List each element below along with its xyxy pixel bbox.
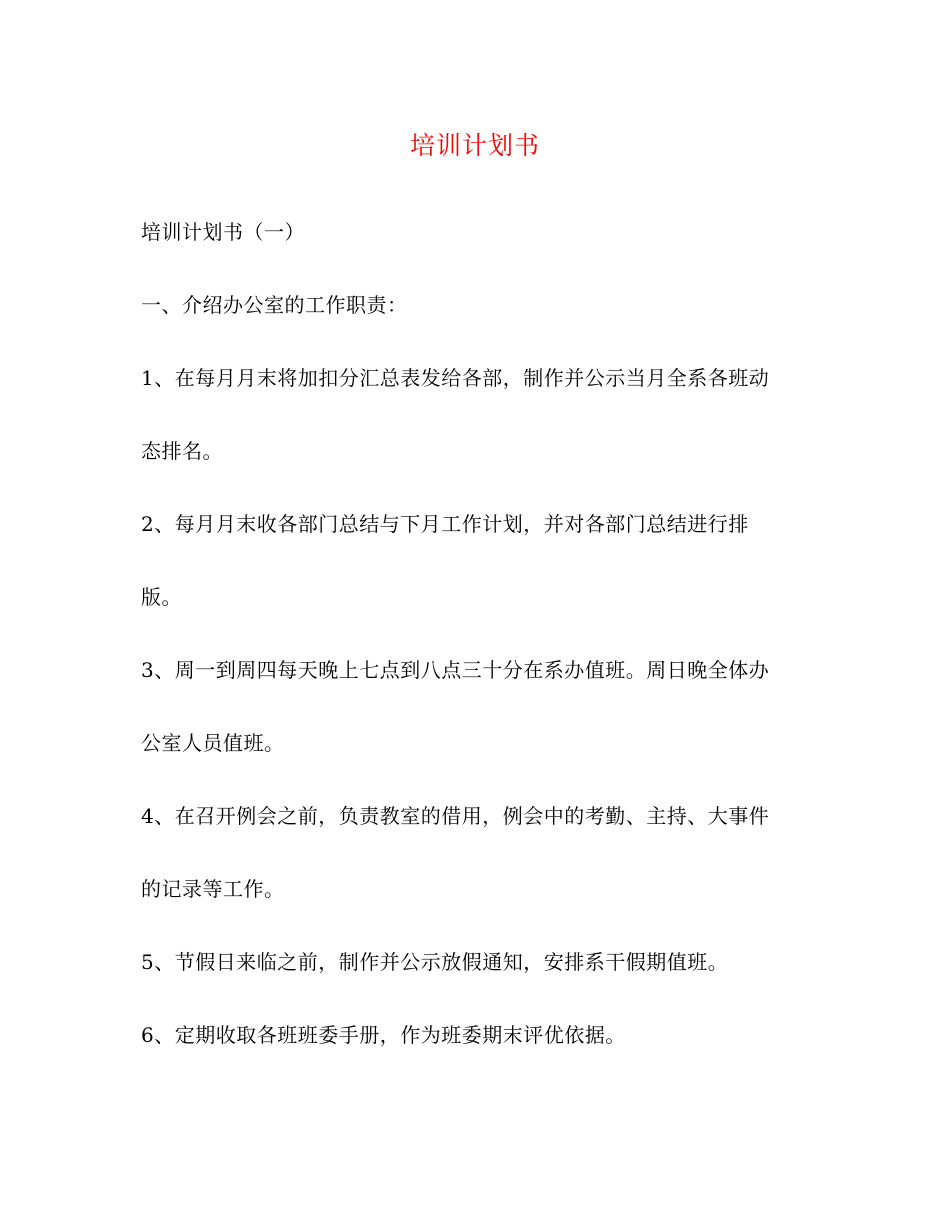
subtitle: 培训计划书（一）: [141, 220, 305, 244]
list-item-6: [141, 1017, 821, 1053]
list-item-line: 版。: [141, 585, 182, 609]
list-item-line: 5、节假日来临之前，制作并公示放假通知，安排系干假期值班。: [141, 950, 729, 974]
document-title: 培训计划书: [409, 131, 540, 160]
list-item-line: 态排名。: [141, 439, 223, 463]
list-item-line: 1、在每月月末将加扣分汇总表发给各部，制作并公示当月全系各班动: [141, 366, 770, 390]
list-item-1: [141, 360, 821, 469]
document-body: [141, 214, 821, 1090]
list-item-line: 3、周一到周四每天晚上七点到八点三十分在系办值班。周日晚全体办: [141, 658, 770, 682]
list-item-2: [141, 506, 821, 615]
list-item-line: 4、在召开例会之前，负责教室的借用，例会中的考勤、主持、大事件: [141, 804, 770, 828]
list-item-line: 的记录等工作。: [141, 877, 285, 901]
list-item-line: 2、每月月末收各部门总结与下月工作计划，并对各部门总结进行排: [141, 512, 749, 536]
list-item-4: [141, 798, 821, 907]
list-item-3: [141, 652, 821, 761]
list-item-line: 公室人员值班。: [141, 731, 285, 755]
section-heading: 一、介绍办公室的工作职责：: [141, 293, 408, 317]
list-item-line: 6、定期收取各班班委手册，作为班委期末评优依据。: [141, 1023, 626, 1047]
list-item-5: [141, 944, 821, 980]
